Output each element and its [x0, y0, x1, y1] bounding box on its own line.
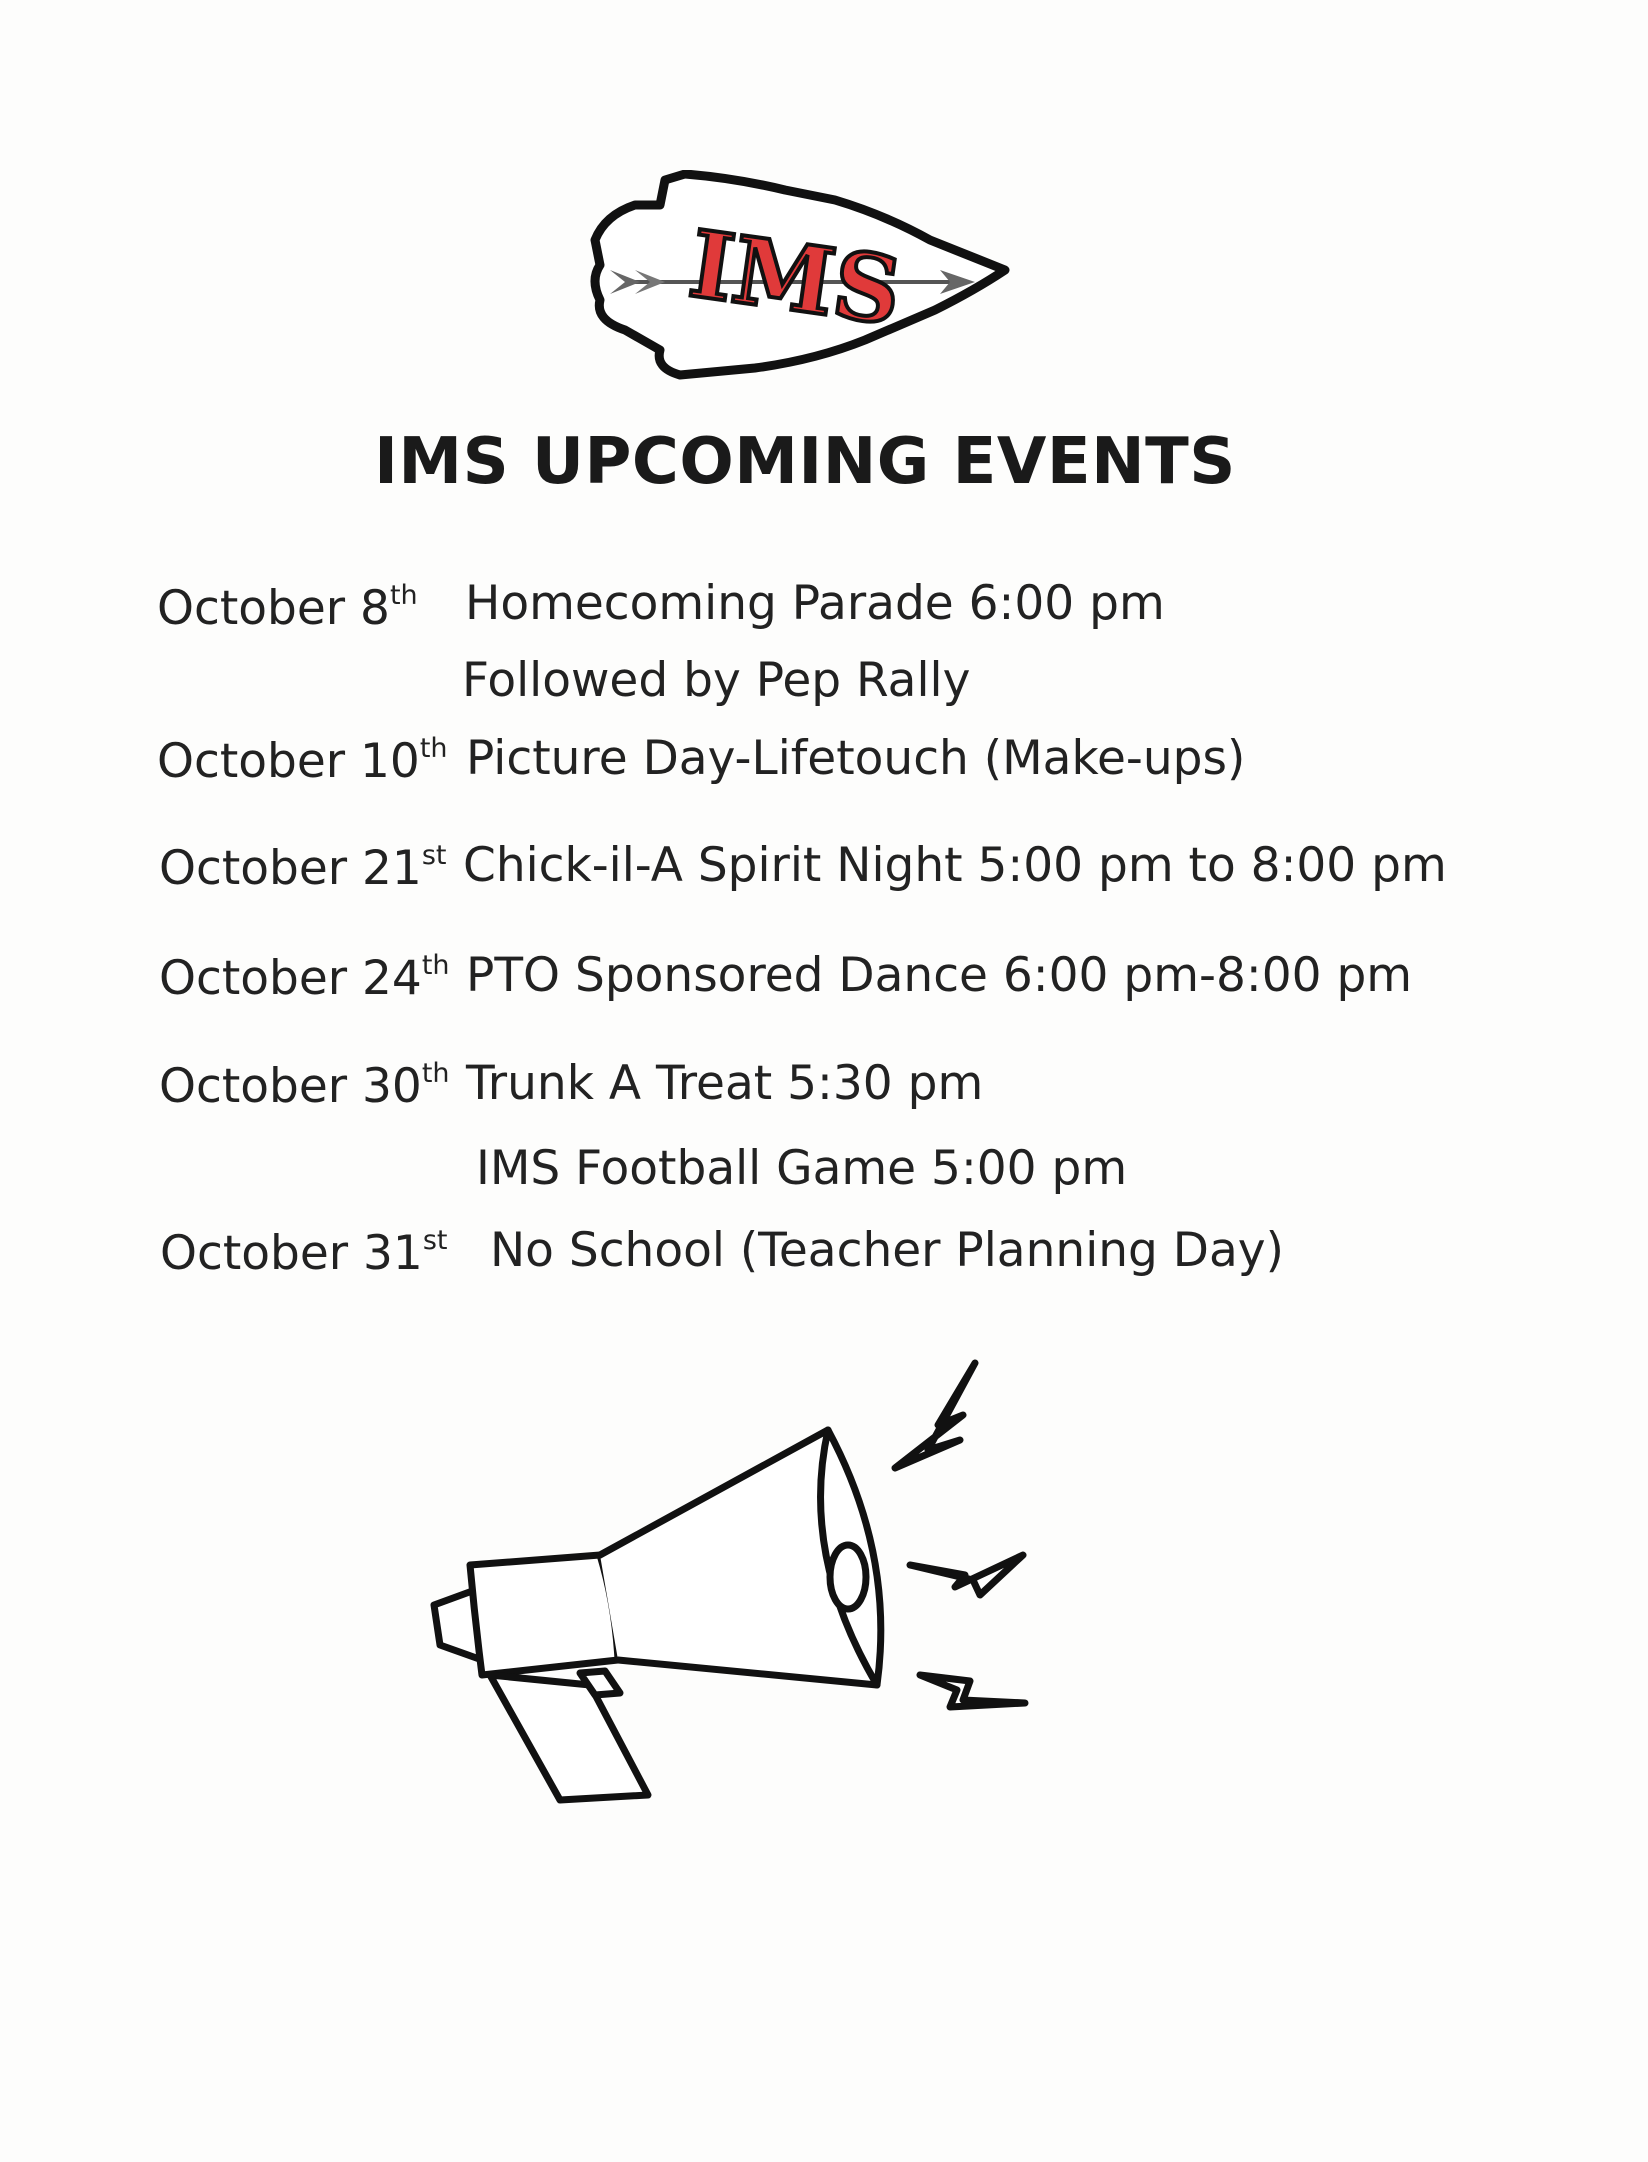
- event-description: PTO Sponsored Dance 6:00 pm-8:00 pm: [466, 948, 1413, 1003]
- event-date: October 8th: [157, 580, 418, 636]
- event-date: October 30th: [159, 1058, 450, 1114]
- event-date: October 21st: [159, 840, 447, 896]
- arrowhead-logo: [585, 170, 1015, 390]
- page-title: IMS UPCOMING EVENTS: [374, 425, 1236, 499]
- event-description: Homecoming Parade 6:00 pm: [465, 576, 1165, 631]
- event-description: Chick-il-A Spirit Night 5:00 pm to 8:00 pm: [463, 838, 1447, 893]
- event-description: Followed by Pep Rally: [462, 653, 971, 708]
- megaphone-icon: [420, 1355, 1080, 1815]
- event-description: Trunk A Treat 5:30 pm: [466, 1056, 984, 1111]
- event-description: No School (Teacher Planning Day): [490, 1223, 1284, 1278]
- event-date: October 31st: [160, 1225, 448, 1281]
- event-description: Picture Day-Lifetouch (Make-ups): [466, 731, 1246, 786]
- logo-text: IMS: [683, 209, 908, 347]
- event-date: October 10th: [157, 733, 448, 789]
- event-date: October 24th: [159, 950, 450, 1006]
- event-description: IMS Football Game 5:00 pm: [476, 1141, 1128, 1196]
